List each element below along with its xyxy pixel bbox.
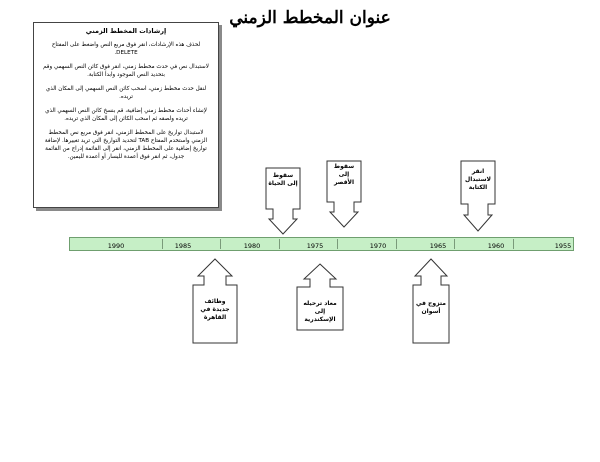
timeline-tick (220, 239, 221, 249)
year-label[interactable]: 1985 (174, 242, 192, 250)
year-label[interactable]: 1955 (554, 242, 572, 250)
event-label: انقر لاستبدال الكتابة (465, 168, 491, 191)
instructions-textbox[interactable] (33, 22, 219, 208)
timeline-tick (396, 239, 397, 249)
year-label[interactable]: 1980 (243, 242, 261, 250)
timeline-tick (513, 239, 514, 249)
timeline-tick (337, 239, 338, 249)
year-label[interactable]: 1975 (306, 242, 324, 250)
timeline-tick (162, 239, 163, 249)
event-label: معاد ترحيله إلى الإسكندرية (303, 300, 337, 323)
year-label[interactable]: 1960 (487, 242, 505, 250)
event-label: متزوج في أسوان (415, 300, 447, 315)
timeline-tick (454, 239, 455, 249)
page-title[interactable]: عنوان المخطط الزمني (229, 8, 391, 28)
event-label: سقوط إلى الحياة (268, 172, 298, 187)
timeline-tick (279, 239, 280, 249)
year-label[interactable]: 1965 (429, 242, 447, 250)
instructions-title: إرشادات المخطط الزمني (85, 27, 167, 35)
instruction-paragraph: لإنشاء أحداث مخطط زمني إضافية، قم بنسخ كائن النص السهمي الذي تريده ولصقه ثم اسحب الكائن إلى المكان الذي تريده. (45, 108, 207, 122)
instruction-paragraph: لاستبدال نص في حدث مخطط زمني، انقر فوق كائن النص السهمي وقم بتحديد النص الموجود وابدأ الكتابة. (43, 64, 209, 78)
instruction-paragraph: لحذف هذه الإرشادات، انقر فوق مربع النص واضغط على المفتاح DELETE. (51, 42, 201, 56)
event-label: سقوط إلى الأقصر (333, 163, 355, 186)
instruction-paragraph: لنقل حدث مخطط زمني، اسحب كائن النص السهمي إلى المكان الذي تريده. (45, 86, 207, 100)
year-label[interactable]: 1970 (369, 242, 387, 250)
instruction-paragraph: لاستبدال تواريخ على المخطط الزمني، انقر فوق مربع نص المخطط الزمني واستخدم المفتاح TAB لتحديد التواريخ التي تريد تغييرها. لإضافة تواريخ إضافية على المخطط الزمني، انقر إلى القائمة إدراج من القائمة جدول، ثم انقر فوق أعمدة لليسار أو أعمدة لليمين. (44, 130, 208, 160)
year-label[interactable]: 1990 (107, 242, 125, 250)
event-label: وظائف جديدة في القاهرة (200, 298, 230, 321)
